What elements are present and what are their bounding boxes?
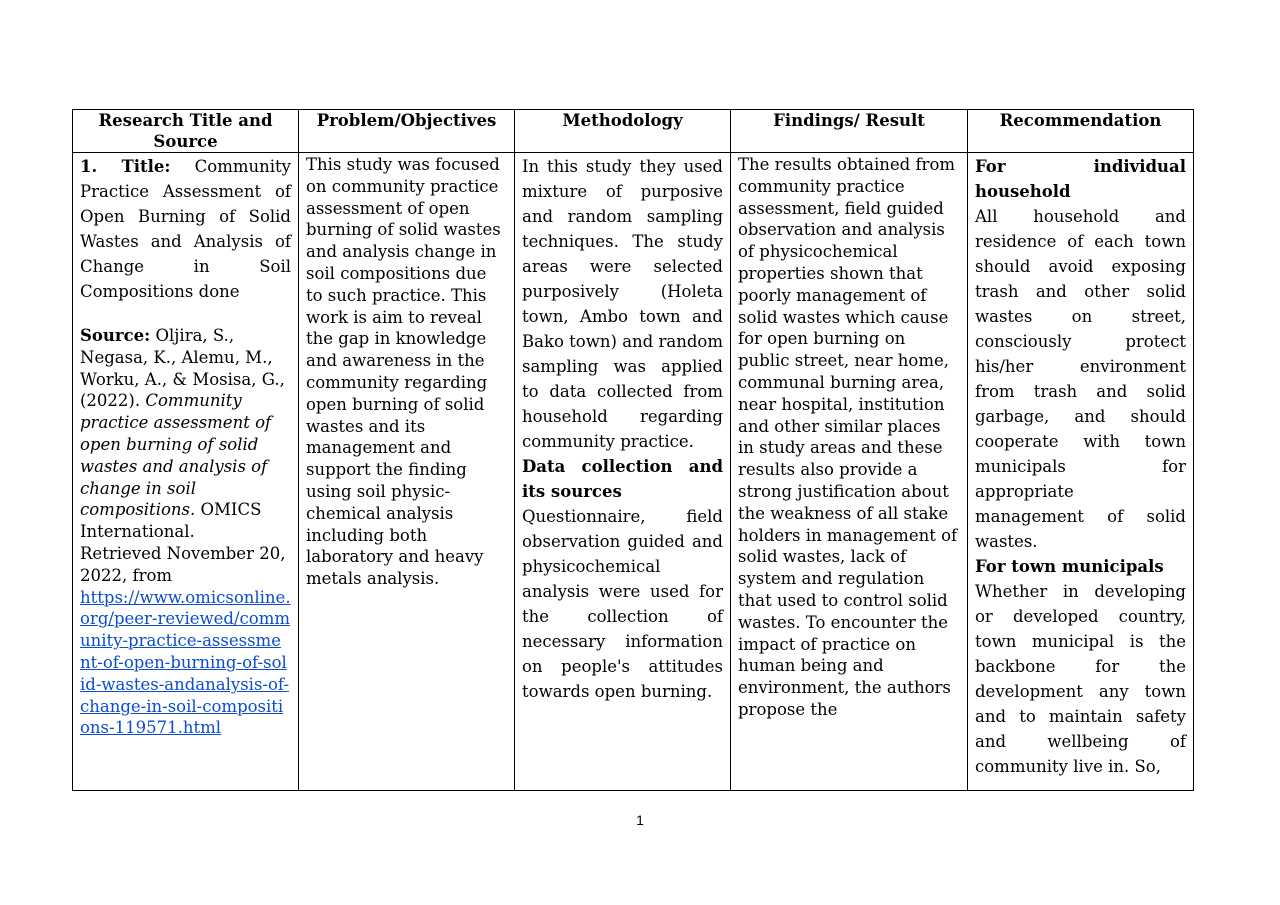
source-authors: Oljira, S., Negasa, K., Alemu, M., Worku, A., & Mosisa, G., (2022). [80, 326, 285, 411]
source-article-title: Community practice assessment of open burning of solid wastes and analysis of change in soil compositions. [80, 391, 272, 520]
problem-text: This study was focused on community practice assessment of open burning of solid wastes and analysis change in soil compositions due to such practice. This work is aim to reveal the gap in knowledge and awareness in the community regarding open burning of solid wastes and its management and support the finding using soil physic-chemical analysis including both laboratory and heavy metals analysis. [306, 155, 501, 589]
title-label: Title: [121, 157, 171, 176]
cell-recommendation [968, 153, 1194, 791]
header-findings-result: Findings/ Result [731, 110, 968, 153]
recommendation-paragraph-municipals: Whether in developing or developed country, town municipal is the backbone for the development any town and to maintain safety and wellbeing of community live in. So, [975, 582, 1186, 776]
recommendation-heading-household: For individual household [975, 157, 1186, 201]
source-label: Source: [80, 326, 151, 345]
title-text: Community Practice Assessment of Open Burning of Solid Wastes and Analysis of Change in Soil Compositions done [80, 157, 292, 301]
item-number: 1. [80, 157, 98, 176]
cell-problem-objectives [299, 153, 515, 791]
header-research-title: Research Title and Source [73, 110, 299, 153]
source-publisher: OMICS International. [80, 500, 262, 542]
recommendation-paragraph-household: All household and residence of each town should avoid exposing trash and other solid wastes on street, consciously protect his/her environment from trash and solid garbage, and should cooperate with town municipals for appropriate management of solid wastes. [975, 207, 1186, 551]
recommendation-heading-municipals: For town municipals [975, 557, 1164, 576]
header-methodology: Methodology [515, 110, 731, 153]
cell-findings-result [731, 153, 968, 791]
findings-text: The results obtained from community practice assessment, field guided observation and analysis of physicochemical properties shown that poorly management of solid wastes which cause for open burning on public street, near home, communal burning area, near hospital, institution and other similar places in study areas and these results also provide a strong justification about the weakness of all stake holders in management of solid wastes, lack of system and regulation that used to control solid wastes. To encounter the impact of practice on human being and environment, the authors propose the [738, 155, 958, 719]
table-row [73, 153, 1194, 791]
source-paragraph [80, 325, 291, 739]
table-header-row [73, 110, 1194, 153]
page-number: 1 [636, 812, 644, 828]
header-recommendation: Recommendation [968, 110, 1194, 153]
retrieved-text: Retrieved November 20, 2022, from [80, 543, 286, 585]
cell-methodology [515, 153, 731, 791]
source-url-link[interactable]: https://www.omicsonline.org/peer-reviewed/community-practice-assessment-of-open-burning-of-solid-wastes-andanalysis-of-change-in-soil-compositions-119571.html [80, 587, 291, 738]
methodology-paragraph-1: In this study they used mixture of purposive and random sampling techniques. The study areas were selected purposively (Holeta town, Ambo town and Bako town) and random sampling was applied to data collected from household regarding community practice. [522, 157, 723, 451]
methodology-heading: Data collection and its sources [522, 457, 723, 501]
methodology-paragraph-2: Questionnaire, field observation guided and physicochemical analysis were used for the collection of necessary information on people's attitudes towards open burning. [522, 507, 723, 701]
header-problem-objectives: Problem/Objectives [299, 110, 515, 153]
cell-research-title-source [73, 153, 299, 791]
title-paragraph [80, 154, 291, 304]
literature-review-table [72, 109, 1194, 791]
